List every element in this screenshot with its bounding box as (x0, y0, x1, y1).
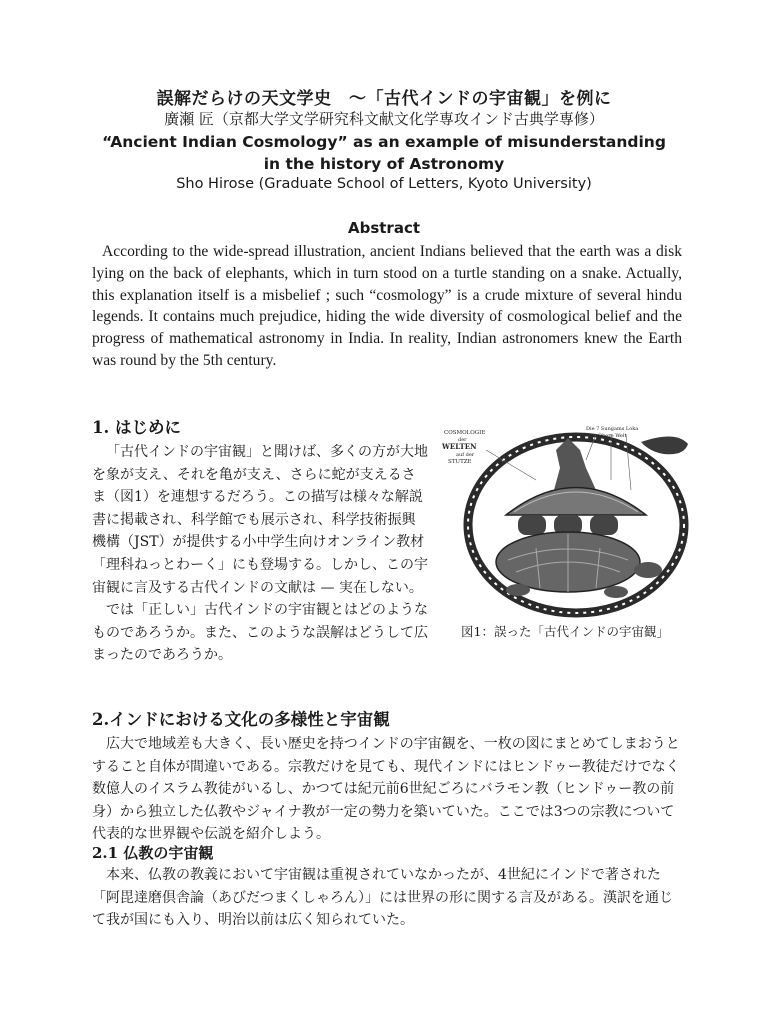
section-2-paragraph-1: 広大で地域差も大きく、長い歴史を持つインドの宇宙観を、一枚の図にまとめてしまおうとすること自体が間違いである。宗教だけを見ても、現代インドにはヒンドゥー教徒だけでなく数億人のイスラム教徒がいるし、かつては紀元前6世紀ごろにバラモン教（ヒンドゥー教の前身）から独立した仏教やジャイナ教が一定の勢力を築いていた。ここでは3つの宗教について代表的な世界観や伝説を紹介しよう。 (92, 736, 680, 843)
serpent-head (641, 436, 688, 454)
figure-label-right-1: Die 7 Sungams Loka (586, 426, 639, 432)
title-english (60, 131, 708, 175)
author-japanese: 廣瀬 匠（京都大学文学研究科文献文化学専攻インド古典学専修） (164, 110, 604, 128)
figure-1-caption: 図1：誤った「古代インドの宇宙観」 (461, 624, 669, 639)
abstract-body (92, 241, 682, 372)
author-english: Sho Hirose (Graduate School of Letters, Kyoto University) (176, 176, 592, 192)
title-japanese: 誤解だらけの天文学史 〜「古代インドの宇宙観」を例に (156, 89, 612, 109)
turtle-leg-left (506, 584, 530, 596)
figure-label-left-5: STUTZE (448, 459, 472, 465)
section-2-1-body (92, 864, 680, 932)
cosmology-drawing (436, 420, 694, 620)
section-2-1-heading: 2.1 仏教の宇宙観 (92, 844, 214, 862)
figure-label-left-3: WELTEN (442, 442, 477, 451)
section-1-heading: 1. はじめに (92, 418, 181, 437)
turtle-head (634, 562, 662, 578)
section-2-heading: 2.インドにおける文化の多様性と宇宙観 (92, 710, 390, 729)
turtle-leg-right (604, 586, 628, 598)
abstract-heading: Abstract (347, 219, 421, 237)
figure-1-cosmology-illustration (436, 420, 694, 620)
figure-label-right-2: Obere Welt (598, 433, 627, 439)
figure-label-left-1: COSMOLOGIE (444, 430, 486, 436)
figure-label-left-2: der (458, 437, 467, 443)
abstract-text: According to the wide-spread illustration, ancient Indians believed that the earth was a disk lying on the back of elephants, which in turn stood on a turtle standing on a snake. Actually, this explanation itself is a misbelief ; such “cosmology” is a crude mixture of several hindu legends. It contains much prejudice, hiding the wide diversity of cosmological belief and the progress of mathematical astronomy in India. In reality, Indian astronomers knew the Earth was round by the 5th century. (92, 243, 682, 369)
section-2-body (92, 733, 680, 846)
section-1-paragraph-2: では「正しい」古代インドの宇宙観とはどのようなものであろうか。また、このような誤解はどうして広まったのであろうか。 (92, 602, 428, 664)
section-1-paragraph-1: 「古代インドの宇宙観」と聞けば、多くの方が大地を象が支え、それを亀が支え、さらに蛇が支えるさま（図1）を連想するだろう。この描写は様々な解説書に掲載され、科学館でも展示され、科学技術振興機構（JST）が提供する小中学生向けオンライン教材「理科ねっとわーく」にも登場する。しかし、この宇宙観に言及する古代インドの文献は — 実在しない。 (92, 444, 428, 596)
world-mountain (554, 438, 596, 490)
section-2-1-paragraph-1: 本来、仏教の教義において宇宙観は重視されていなかったが、4世紀にインドで著された「阿毘達磨倶舎論（あびだつまくしゃろん）」には世界の形に関する言及がある。漢訳を通じて我が国にも入り、明治以前は広く知られていた。 (92, 867, 673, 929)
figure-label-left-4: auf der (456, 452, 475, 458)
section-1-body (92, 441, 428, 667)
elephant-3 (590, 515, 618, 535)
title-english-line-1: “Ancient Indian Cosmology” as an example of misunderstanding (102, 133, 666, 151)
title-english-line-2: in the history of Astronomy (263, 155, 505, 173)
elephant-1 (518, 515, 546, 535)
